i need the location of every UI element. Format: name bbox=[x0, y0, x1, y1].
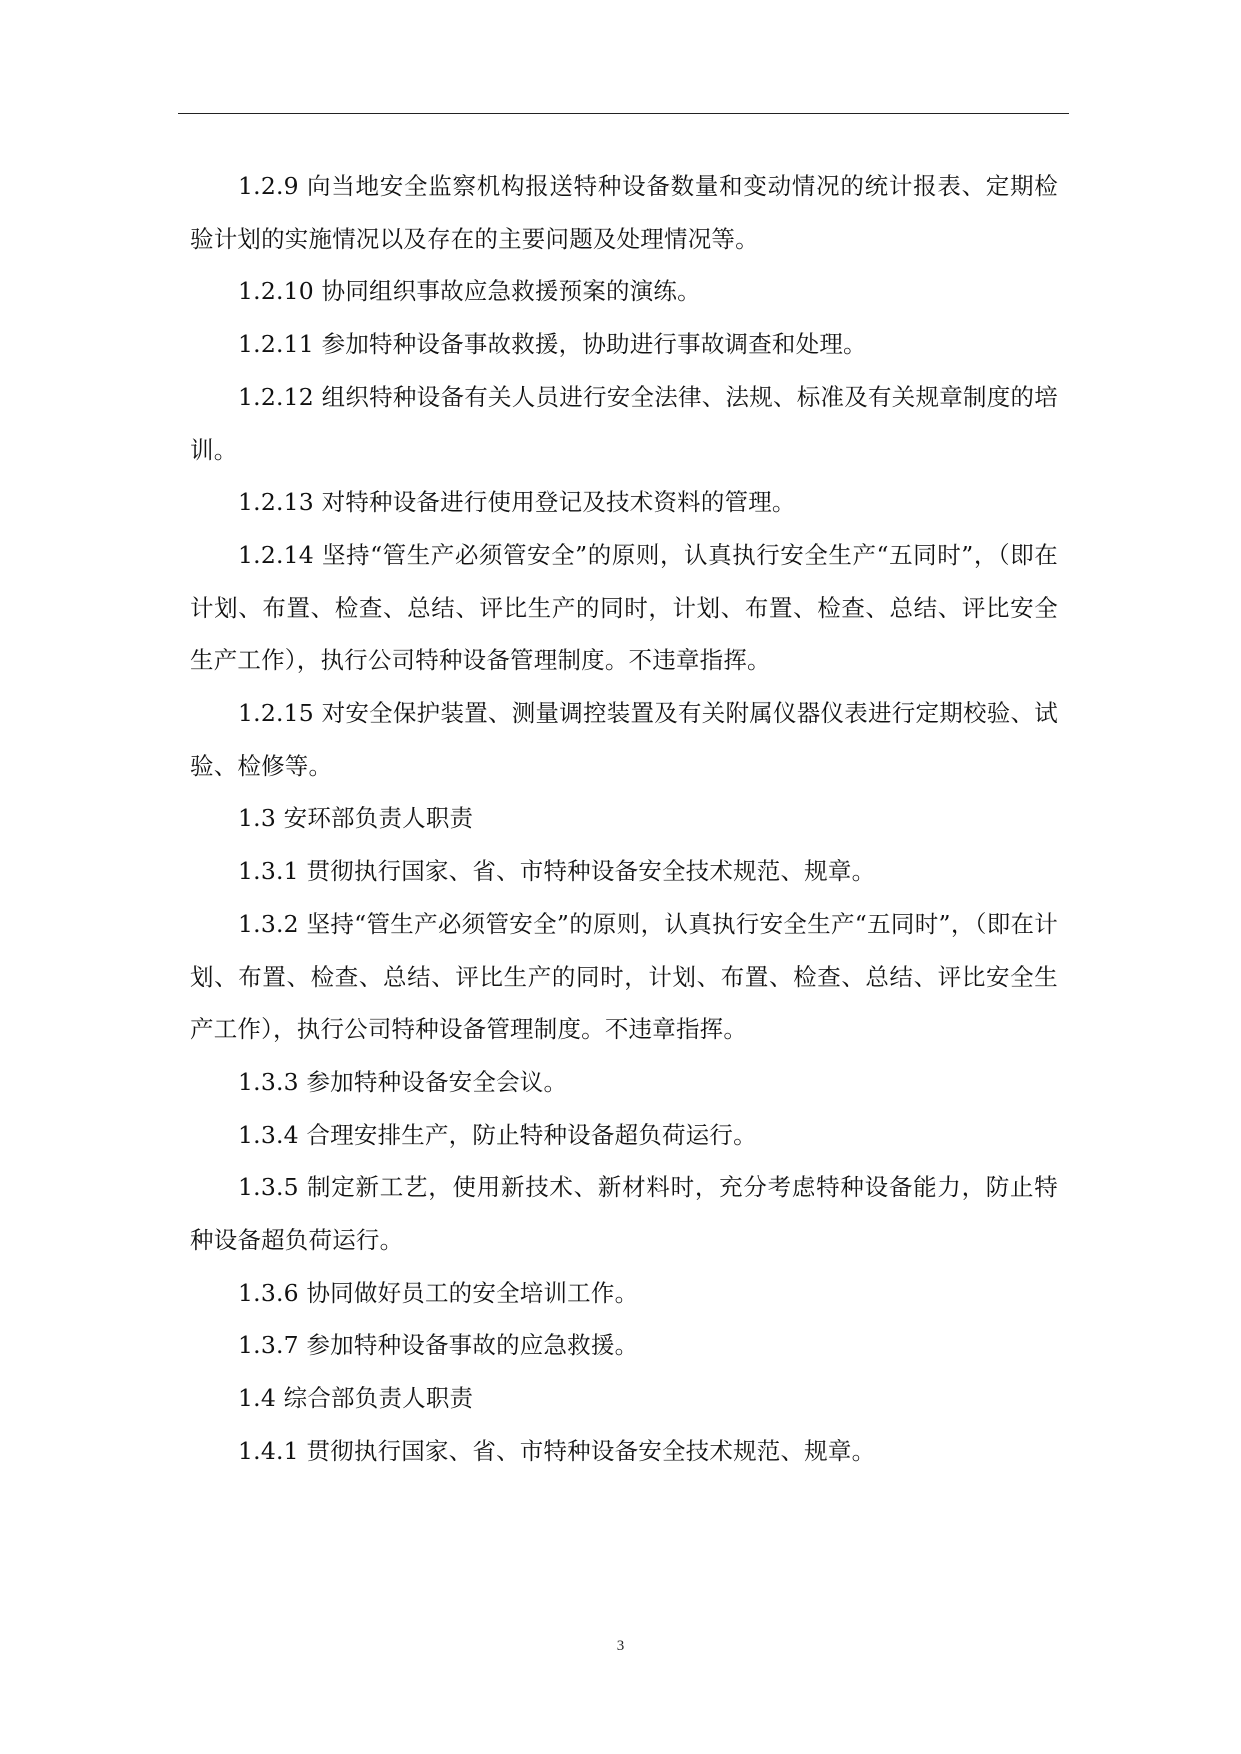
clause-1-2-10: 1.2.10 协同组织事故应急救援预案的演练。 bbox=[238, 277, 701, 306]
clause-1-2-13: 1.2.13 对特种设备进行使用登记及技术资料的管理。 bbox=[238, 488, 796, 517]
clause-1-3-1: 1.3.1 贯彻执行国家、省、市特种设备安全技术规范、规章。 bbox=[238, 857, 876, 886]
page-number: 3 bbox=[616, 1638, 625, 1654]
section-heading-1-3: 1.3 安环部负责人职责 bbox=[238, 804, 474, 833]
clause-1-3-3: 1.3.3 参加特种设备安全会议。 bbox=[238, 1067, 568, 1096]
clause-1-3-5: 1.3.5 制定新工艺，使用新技术、新材料时，充分考虑特种设备能力，防止特种设备超负荷运行。 bbox=[190, 1173, 1058, 1255]
clause-1-2-9: 1.2.9 向当地安全监察机构报送特种设备数量和变动情况的统计报表、定期检验计划的实施情况以及存在的主要问题及处理情况等。 bbox=[190, 172, 1058, 253]
clause-1-2-12: 1.2.12 组织特种设备有关人员进行安全法律、法规、标准及有关规章制度的培训。 bbox=[190, 382, 1058, 464]
document-body bbox=[190, 160, 1058, 1478]
clause-1-3-7: 1.3.7 参加特种设备事故的应急救援。 bbox=[238, 1331, 639, 1360]
clause-1-4-1: 1.4.1 贯彻执行国家、省、市特种设备安全技术规范、规章。 bbox=[238, 1436, 876, 1465]
clause-1-2-14: 1.2.14 坚持“管生产必须管安全”的原则，认真执行安全生产“五同时”，（即在计划、布置、检查、总结、评比生产的同时，计划、布置、检查、总结、评比安全生产工作），执行公司特种设备管理制度。不违章指挥。 bbox=[190, 540, 1058, 675]
clause-1-3-4: 1.3.4 合理安排生产，防止特种设备超负荷运行。 bbox=[238, 1120, 757, 1149]
clause-1-2-15: 1.2.15 对安全保护装置、测量调控装置及有关附属仪器仪表进行定期校验、试验、检修等。 bbox=[190, 699, 1058, 780]
clause-1-3-6: 1.3.6 协同做好员工的安全培训工作。 bbox=[238, 1278, 639, 1307]
header-rule bbox=[178, 113, 1069, 114]
clause-1-2-11: 1.2.11 参加特种设备事故救援，协助进行事故调查和处理。 bbox=[238, 330, 867, 359]
clause-1-3-2: 1.3.2 坚持“管生产必须管安全”的原则，认真执行安全生产“五同时”，（即在计划、布置、检查、总结、评比生产的同时，计划、布置、检查、总结、评比安全生产工作），执行公司特种设备管理制度。不违章指挥。 bbox=[190, 909, 1058, 1044]
section-heading-1-4: 1.4 综合部负责人职责 bbox=[238, 1384, 474, 1413]
